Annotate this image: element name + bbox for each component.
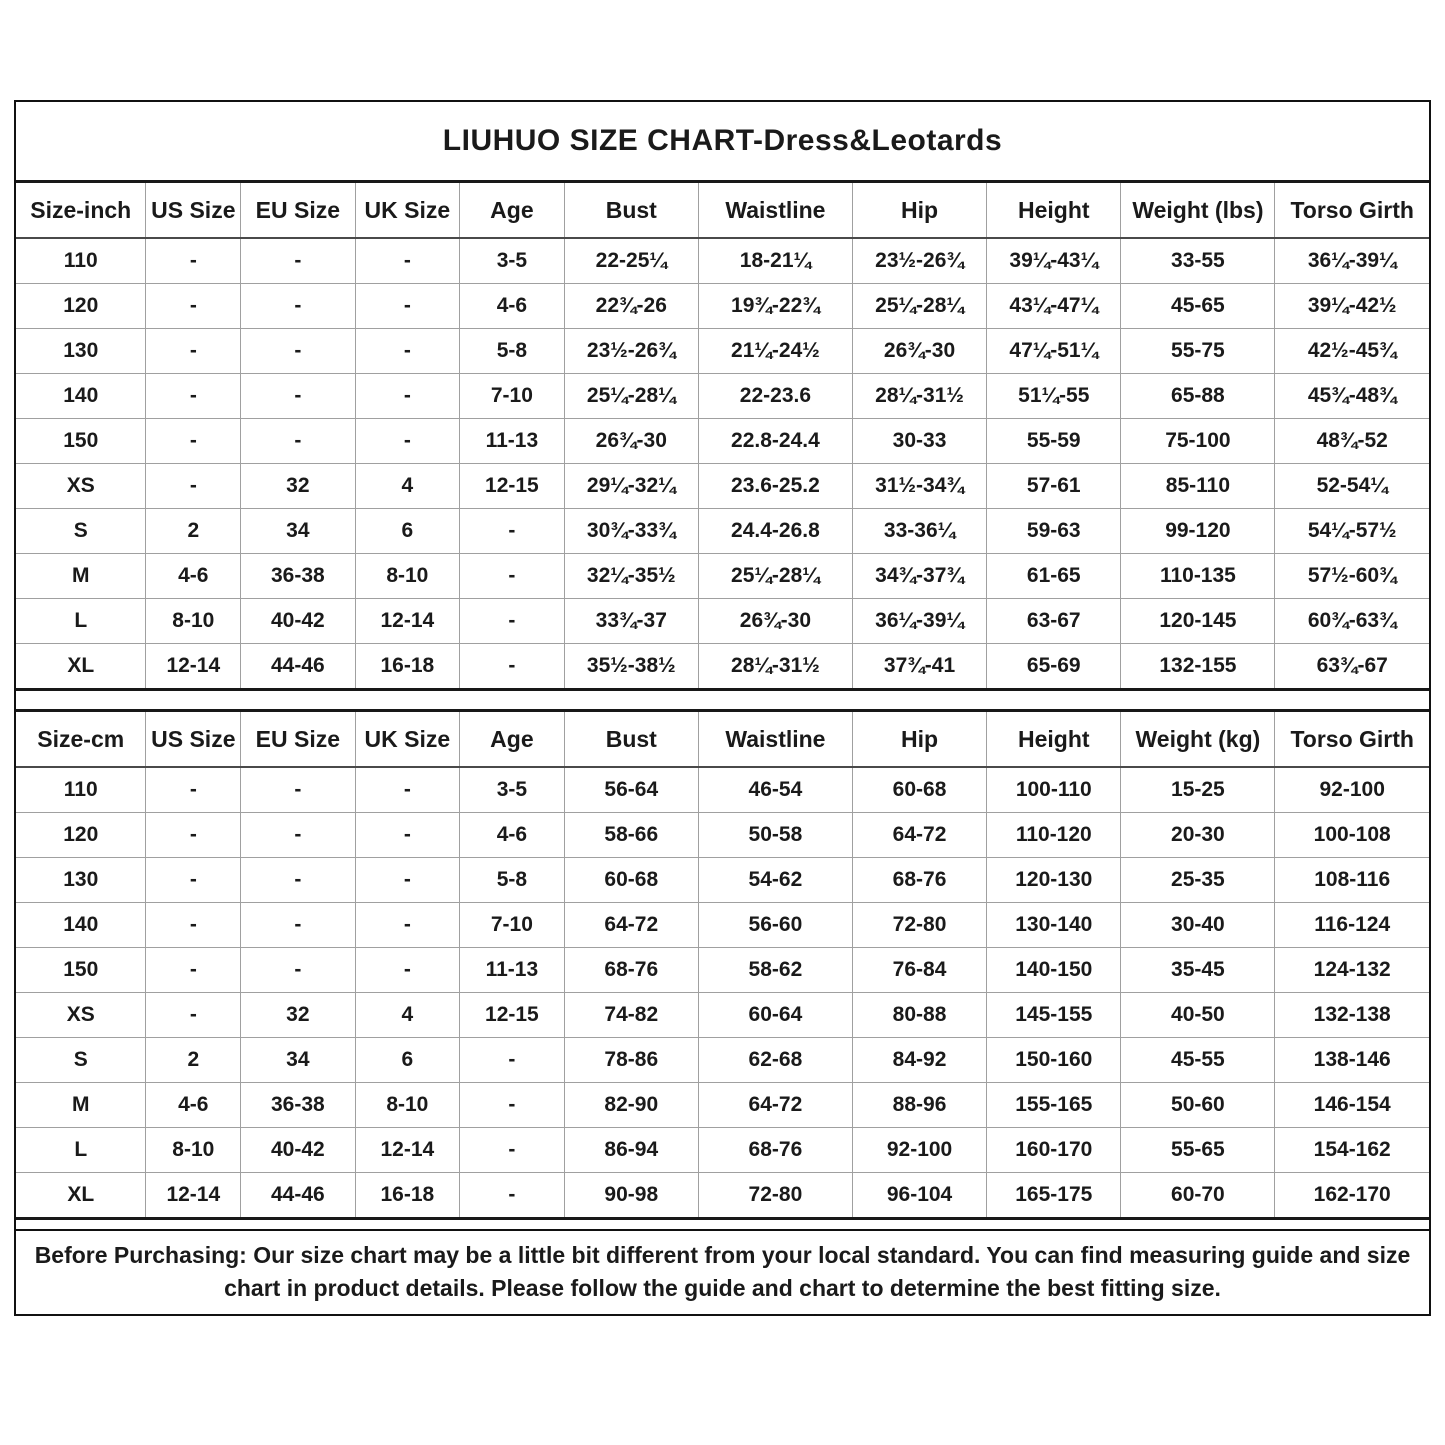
cell: 116-124 xyxy=(1275,903,1429,948)
cell: - xyxy=(460,554,565,599)
cell: - xyxy=(241,374,355,419)
cell: 55-59 xyxy=(987,419,1121,464)
header-row xyxy=(16,711,1429,768)
cell: 12-15 xyxy=(460,464,565,509)
cell: 4-6 xyxy=(460,813,565,858)
cell: 12-14 xyxy=(146,1173,241,1219)
cell: 150 xyxy=(16,419,146,464)
cell: 75-100 xyxy=(1121,419,1275,464)
purchase-note: Before Purchasing: Our size chart may be a little bit different from your local standard. You can find measuring guide and size chart in product details. Please follow the guide and chart to determine the best fitting size. xyxy=(16,1229,1429,1314)
cell: 90-98 xyxy=(564,1173,698,1219)
column-header: Size-cm xyxy=(16,711,146,768)
chart-title: LIUHUO SIZE CHART-Dress&Leotards xyxy=(442,124,1003,157)
table-row xyxy=(16,993,1429,1038)
cell: 23½-26¾ xyxy=(852,238,986,284)
cell: 68-76 xyxy=(698,1128,852,1173)
cell: 22-23.6 xyxy=(698,374,852,419)
cell: 34 xyxy=(241,509,355,554)
cell: 110 xyxy=(16,767,146,813)
table-row xyxy=(16,903,1429,948)
cell: 39¼-43¼ xyxy=(987,238,1121,284)
table-row xyxy=(16,813,1429,858)
column-header: Waistline xyxy=(698,711,852,768)
cell: 29¼-32¼ xyxy=(564,464,698,509)
cell: 45-55 xyxy=(1121,1038,1275,1083)
table-row xyxy=(16,509,1429,554)
cell: 50-60 xyxy=(1121,1083,1275,1128)
cell: 86-94 xyxy=(564,1128,698,1173)
cell: 48¾-52 xyxy=(1275,419,1429,464)
cell: 110 xyxy=(16,238,146,284)
cell: 55-65 xyxy=(1121,1128,1275,1173)
cell: 61-65 xyxy=(987,554,1121,599)
cell: 165-175 xyxy=(987,1173,1121,1219)
cell: 110-120 xyxy=(987,813,1121,858)
cell: 12-14 xyxy=(355,599,460,644)
column-header: Size-inch xyxy=(16,182,146,239)
cell: - xyxy=(146,903,241,948)
cell: 23.6-25.2 xyxy=(698,464,852,509)
cell: 25¼-28¼ xyxy=(564,374,698,419)
column-header: Hip xyxy=(852,711,986,768)
cell: - xyxy=(355,903,460,948)
cell: 60-68 xyxy=(852,767,986,813)
cell: 130-140 xyxy=(987,903,1121,948)
cell: 56-60 xyxy=(698,903,852,948)
cell: 100-108 xyxy=(1275,813,1429,858)
cell: 26¾-30 xyxy=(698,599,852,644)
size-table-cm xyxy=(16,709,1429,1220)
cell: 120-145 xyxy=(1121,599,1275,644)
cell: 92-100 xyxy=(852,1128,986,1173)
cell: - xyxy=(241,813,355,858)
cell: 130 xyxy=(16,329,146,374)
cell: - xyxy=(460,509,565,554)
cell: - xyxy=(146,767,241,813)
column-header: Torso Girth xyxy=(1275,182,1429,239)
cell: - xyxy=(146,464,241,509)
cell: 120-130 xyxy=(987,858,1121,903)
column-header: Hip xyxy=(852,182,986,239)
cell: 68-76 xyxy=(852,858,986,903)
cell: 57½-60¾ xyxy=(1275,554,1429,599)
cell: 45-65 xyxy=(1121,284,1275,329)
cell: 54¼-57½ xyxy=(1275,509,1429,554)
size-chart xyxy=(14,100,1431,1316)
column-header: Bust xyxy=(564,711,698,768)
cell: L xyxy=(16,1128,146,1173)
cell: 36¼-39¼ xyxy=(852,599,986,644)
table-gap xyxy=(16,691,1429,709)
cell: 155-165 xyxy=(987,1083,1121,1128)
cell: 25¼-28¼ xyxy=(852,284,986,329)
cell: - xyxy=(146,329,241,374)
cell: 96-104 xyxy=(852,1173,986,1219)
cell: 8-10 xyxy=(355,1083,460,1128)
cell: 82-90 xyxy=(564,1083,698,1128)
cell: 65-88 xyxy=(1121,374,1275,419)
cell: - xyxy=(241,238,355,284)
table-row xyxy=(16,419,1429,464)
cell: 26¾-30 xyxy=(852,329,986,374)
cell: 2 xyxy=(146,509,241,554)
cell: 55-75 xyxy=(1121,329,1275,374)
cell: 78-86 xyxy=(564,1038,698,1083)
cell: 44-46 xyxy=(241,644,355,690)
cell: 4-6 xyxy=(146,1083,241,1128)
cell: 43¼-47¼ xyxy=(987,284,1121,329)
cell: 40-42 xyxy=(241,599,355,644)
cell: 63-67 xyxy=(987,599,1121,644)
cell: 39¼-42½ xyxy=(1275,284,1429,329)
cell: 64-72 xyxy=(564,903,698,948)
table-row xyxy=(16,374,1429,419)
cell: 162-170 xyxy=(1275,1173,1429,1219)
cell: 7-10 xyxy=(460,374,565,419)
cell: S xyxy=(16,509,146,554)
cell: 30-33 xyxy=(852,419,986,464)
table-row xyxy=(16,1038,1429,1083)
cell: - xyxy=(460,1128,565,1173)
column-header: EU Size xyxy=(241,711,355,768)
cell: 68-76 xyxy=(564,948,698,993)
cell: 47¼-51¼ xyxy=(987,329,1121,374)
cell: 33¾-37 xyxy=(564,599,698,644)
table-row xyxy=(16,1173,1429,1219)
cell: 11-13 xyxy=(460,948,565,993)
cell: S xyxy=(16,1038,146,1083)
table-row xyxy=(16,948,1429,993)
cell: 4-6 xyxy=(460,284,565,329)
cell: 60-70 xyxy=(1121,1173,1275,1219)
cell: 5-8 xyxy=(460,858,565,903)
cell: 20-30 xyxy=(1121,813,1275,858)
cell: - xyxy=(241,329,355,374)
cell: - xyxy=(355,374,460,419)
cell: - xyxy=(146,993,241,1038)
cell: - xyxy=(146,813,241,858)
cell: 3-5 xyxy=(460,238,565,284)
cell: 57-61 xyxy=(987,464,1121,509)
cell: 42½-45¾ xyxy=(1275,329,1429,374)
cell: 35½-38½ xyxy=(564,644,698,690)
column-header: Weight (lbs) xyxy=(1121,182,1275,239)
cell: 108-116 xyxy=(1275,858,1429,903)
cell: - xyxy=(460,599,565,644)
table-row xyxy=(16,464,1429,509)
cell: 24.4-26.8 xyxy=(698,509,852,554)
cell: 56-64 xyxy=(564,767,698,813)
cell: 25-35 xyxy=(1121,858,1275,903)
cell: 32 xyxy=(241,464,355,509)
cell: 120 xyxy=(16,284,146,329)
cell: - xyxy=(355,419,460,464)
column-header: Height xyxy=(987,182,1121,239)
cell: - xyxy=(146,948,241,993)
column-header: Bust xyxy=(564,182,698,239)
cell: 7-10 xyxy=(460,903,565,948)
cell: 8-10 xyxy=(146,599,241,644)
cell: 146-154 xyxy=(1275,1083,1429,1128)
cell: 45¾-48¾ xyxy=(1275,374,1429,419)
cell: 2 xyxy=(146,1038,241,1083)
cell: 32¼-35½ xyxy=(564,554,698,599)
cell: 58-66 xyxy=(564,813,698,858)
cell: 132-155 xyxy=(1121,644,1275,690)
cell: 58-62 xyxy=(698,948,852,993)
cell: 40-50 xyxy=(1121,993,1275,1038)
cell: XS xyxy=(16,464,146,509)
cell: - xyxy=(460,1038,565,1083)
cell: 74-82 xyxy=(564,993,698,1038)
table-row xyxy=(16,1128,1429,1173)
cell: 100-110 xyxy=(987,767,1121,813)
cell: 11-13 xyxy=(460,419,565,464)
cell: L xyxy=(16,599,146,644)
cell: 36-38 xyxy=(241,554,355,599)
cell: 130 xyxy=(16,858,146,903)
cell: 52-54¼ xyxy=(1275,464,1429,509)
cell: 124-132 xyxy=(1275,948,1429,993)
cell: - xyxy=(241,903,355,948)
column-header: UK Size xyxy=(355,182,460,239)
cell: 59-63 xyxy=(987,509,1121,554)
cell: 72-80 xyxy=(852,903,986,948)
cell: 145-155 xyxy=(987,993,1121,1038)
table-row xyxy=(16,329,1429,374)
cell: 23½-26¾ xyxy=(564,329,698,374)
cell: 132-138 xyxy=(1275,993,1429,1038)
cell: 54-62 xyxy=(698,858,852,903)
table-row xyxy=(16,284,1429,329)
cell: 154-162 xyxy=(1275,1128,1429,1173)
cell: 33-36¼ xyxy=(852,509,986,554)
cell: 16-18 xyxy=(355,1173,460,1219)
cell: - xyxy=(355,858,460,903)
cell: 64-72 xyxy=(852,813,986,858)
cell: 60-68 xyxy=(564,858,698,903)
column-header: Weight (kg) xyxy=(1121,711,1275,768)
cell: 12-15 xyxy=(460,993,565,1038)
cell: 15-25 xyxy=(1121,767,1275,813)
cell: 50-58 xyxy=(698,813,852,858)
cell: 8-10 xyxy=(146,1128,241,1173)
cell: 46-54 xyxy=(698,767,852,813)
column-header: US Size xyxy=(146,182,241,239)
column-header: Waistline xyxy=(698,182,852,239)
cell: - xyxy=(355,767,460,813)
cell: 36¼-39¼ xyxy=(1275,238,1429,284)
cell: 6 xyxy=(355,1038,460,1083)
cell: 138-146 xyxy=(1275,1038,1429,1083)
cell: 76-84 xyxy=(852,948,986,993)
cell: - xyxy=(241,948,355,993)
cell: 37¾-41 xyxy=(852,644,986,690)
cell: 80-88 xyxy=(852,993,986,1038)
cell: 18-21¼ xyxy=(698,238,852,284)
cell: 160-170 xyxy=(987,1128,1121,1173)
cell: 65-69 xyxy=(987,644,1121,690)
cell: M xyxy=(16,554,146,599)
cell: 25¼-28¼ xyxy=(698,554,852,599)
cell: 140 xyxy=(16,374,146,419)
cell: - xyxy=(355,329,460,374)
cell: - xyxy=(241,767,355,813)
cell: - xyxy=(355,238,460,284)
cell: 150-160 xyxy=(987,1038,1121,1083)
header-row xyxy=(16,182,1429,239)
cell: - xyxy=(146,419,241,464)
cell: 140-150 xyxy=(987,948,1121,993)
column-header: UK Size xyxy=(355,711,460,768)
cell: 28¼-31½ xyxy=(698,644,852,690)
cell: - xyxy=(355,284,460,329)
cell: 22¾-26 xyxy=(564,284,698,329)
cell: 30-40 xyxy=(1121,903,1275,948)
cell: 99-120 xyxy=(1121,509,1275,554)
cell: 92-100 xyxy=(1275,767,1429,813)
cell: 31½-34¾ xyxy=(852,464,986,509)
cell: 26¾-30 xyxy=(564,419,698,464)
cell: 6 xyxy=(355,509,460,554)
cell: M xyxy=(16,1083,146,1128)
cell: 84-92 xyxy=(852,1038,986,1083)
cell: 85-110 xyxy=(1121,464,1275,509)
cell: 64-72 xyxy=(698,1083,852,1128)
cell: 4 xyxy=(355,993,460,1038)
cell: 5-8 xyxy=(460,329,565,374)
cell: 51¼-55 xyxy=(987,374,1121,419)
cell: - xyxy=(460,1083,565,1128)
cell: XL xyxy=(16,1173,146,1219)
cell: 16-18 xyxy=(355,644,460,690)
cell: 30¾-33¾ xyxy=(564,509,698,554)
table-row xyxy=(16,599,1429,644)
column-header: Height xyxy=(987,711,1121,768)
column-header: Torso Girth xyxy=(1275,711,1429,768)
cell: 4 xyxy=(355,464,460,509)
cell: 60-64 xyxy=(698,993,852,1038)
cell: 110-135 xyxy=(1121,554,1275,599)
cell: 36-38 xyxy=(241,1083,355,1128)
cell: 34¾-37¾ xyxy=(852,554,986,599)
cell: XL xyxy=(16,644,146,690)
cell: 44-46 xyxy=(241,1173,355,1219)
cell: - xyxy=(460,644,565,690)
cell: 33-55 xyxy=(1121,238,1275,284)
cell: 72-80 xyxy=(698,1173,852,1219)
cell: 12-14 xyxy=(355,1128,460,1173)
column-header: Age xyxy=(460,711,565,768)
table-row xyxy=(16,858,1429,903)
table-row xyxy=(16,767,1429,813)
cell: 21¼-24½ xyxy=(698,329,852,374)
cell: - xyxy=(241,858,355,903)
size-table-inch xyxy=(16,180,1429,691)
cell: 34 xyxy=(241,1038,355,1083)
cell: - xyxy=(146,858,241,903)
table-row xyxy=(16,1083,1429,1128)
cell: 40-42 xyxy=(241,1128,355,1173)
cell: 12-14 xyxy=(146,644,241,690)
column-header: Age xyxy=(460,182,565,239)
cell: 19¾-22¾ xyxy=(698,284,852,329)
cell: 22-25¼ xyxy=(564,238,698,284)
cell: 22.8-24.4 xyxy=(698,419,852,464)
cell: - xyxy=(241,284,355,329)
cell: 28¼-31½ xyxy=(852,374,986,419)
cell: - xyxy=(146,284,241,329)
cell: - xyxy=(355,813,460,858)
cell: 60¾-63¾ xyxy=(1275,599,1429,644)
cell: - xyxy=(460,1173,565,1219)
table-row xyxy=(16,238,1429,284)
cell: - xyxy=(241,419,355,464)
cell: 63¾-67 xyxy=(1275,644,1429,690)
cell: XS xyxy=(16,993,146,1038)
cell: - xyxy=(146,374,241,419)
table-row xyxy=(16,644,1429,690)
cell: - xyxy=(355,948,460,993)
column-header: EU Size xyxy=(241,182,355,239)
cell: 150 xyxy=(16,948,146,993)
cell: 88-96 xyxy=(852,1083,986,1128)
cell: 8-10 xyxy=(355,554,460,599)
cell: 62-68 xyxy=(698,1038,852,1083)
cell: 35-45 xyxy=(1121,948,1275,993)
table-row xyxy=(16,554,1429,599)
cell: - xyxy=(146,238,241,284)
cell: 140 xyxy=(16,903,146,948)
cell: 4-6 xyxy=(146,554,241,599)
cell: 120 xyxy=(16,813,146,858)
cell: 3-5 xyxy=(460,767,565,813)
cell: 32 xyxy=(241,993,355,1038)
column-header: US Size xyxy=(146,711,241,768)
